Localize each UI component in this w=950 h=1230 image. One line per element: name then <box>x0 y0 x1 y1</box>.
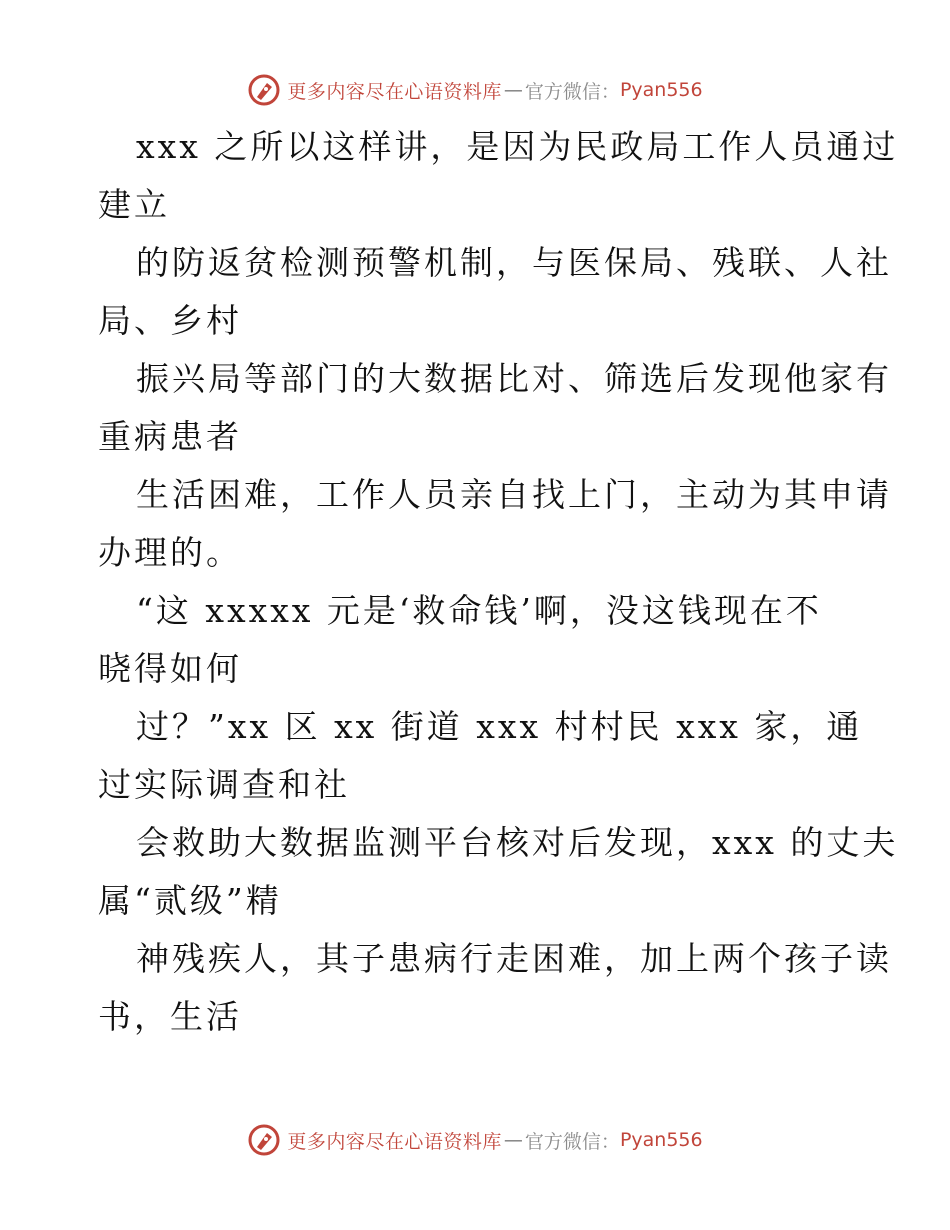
footer-watermark <box>0 1120 950 1160</box>
text-line: 局、乡村 <box>98 301 242 340</box>
text-line: 的防返贫检测预警机制，与医保局、残联、人社 <box>136 243 892 282</box>
text-line: 生活困难，工作人员亲自找上门，主动为其申请 <box>136 475 892 514</box>
text-line: 振兴局等部门的大数据比对、筛选后发现他家有 <box>136 359 892 398</box>
watermark-wechat-label: 官方微信： <box>524 80 620 103</box>
text-line: 过？”xx 区 xx 街道 xxx 村村民 xxx 家，通 <box>136 707 863 746</box>
watermark-wechat-id: Pyan556 <box>619 1129 703 1151</box>
text-line: 过实际调查和社 <box>98 765 350 804</box>
text-line: 晓得如何 <box>98 649 242 688</box>
text-line: 神残疾人，其子患病行走困难，加上两个孩子读 <box>136 939 892 978</box>
text-line: 办理的。 <box>98 533 242 572</box>
text-line: “这 xxxxx 元是‘救命钱’啊，没这钱现在不 <box>136 591 822 630</box>
header-watermark <box>0 70 950 110</box>
watermark-wechat-id: Pyan556 <box>619 79 703 101</box>
pen-nib-circle-icon <box>247 73 281 107</box>
watermark-wechat-label: 官方微信： <box>524 1130 620 1153</box>
watermark-dash: — <box>503 79 523 101</box>
text-line: 会救助大数据监测平台核对后发现，xxx 的丈夫 <box>136 823 899 862</box>
watermark-dash: — <box>503 1129 523 1151</box>
text-line: 建立 <box>98 185 170 224</box>
pen-nib-circle-icon <box>247 1123 281 1157</box>
text-line: 书，生活 <box>98 997 242 1036</box>
watermark-site-text: 更多内容尽在心语资料库 <box>287 1130 502 1153</box>
text-line: 属“贰级”精 <box>98 881 282 920</box>
text-line: xxx 之所以这样讲，是因为民政局工作人员通过 <box>136 127 899 166</box>
watermark-site-text: 更多内容尽在心语资料库 <box>287 80 502 103</box>
document-body <box>98 118 899 1046</box>
text-line: 重病患者 <box>98 417 242 456</box>
